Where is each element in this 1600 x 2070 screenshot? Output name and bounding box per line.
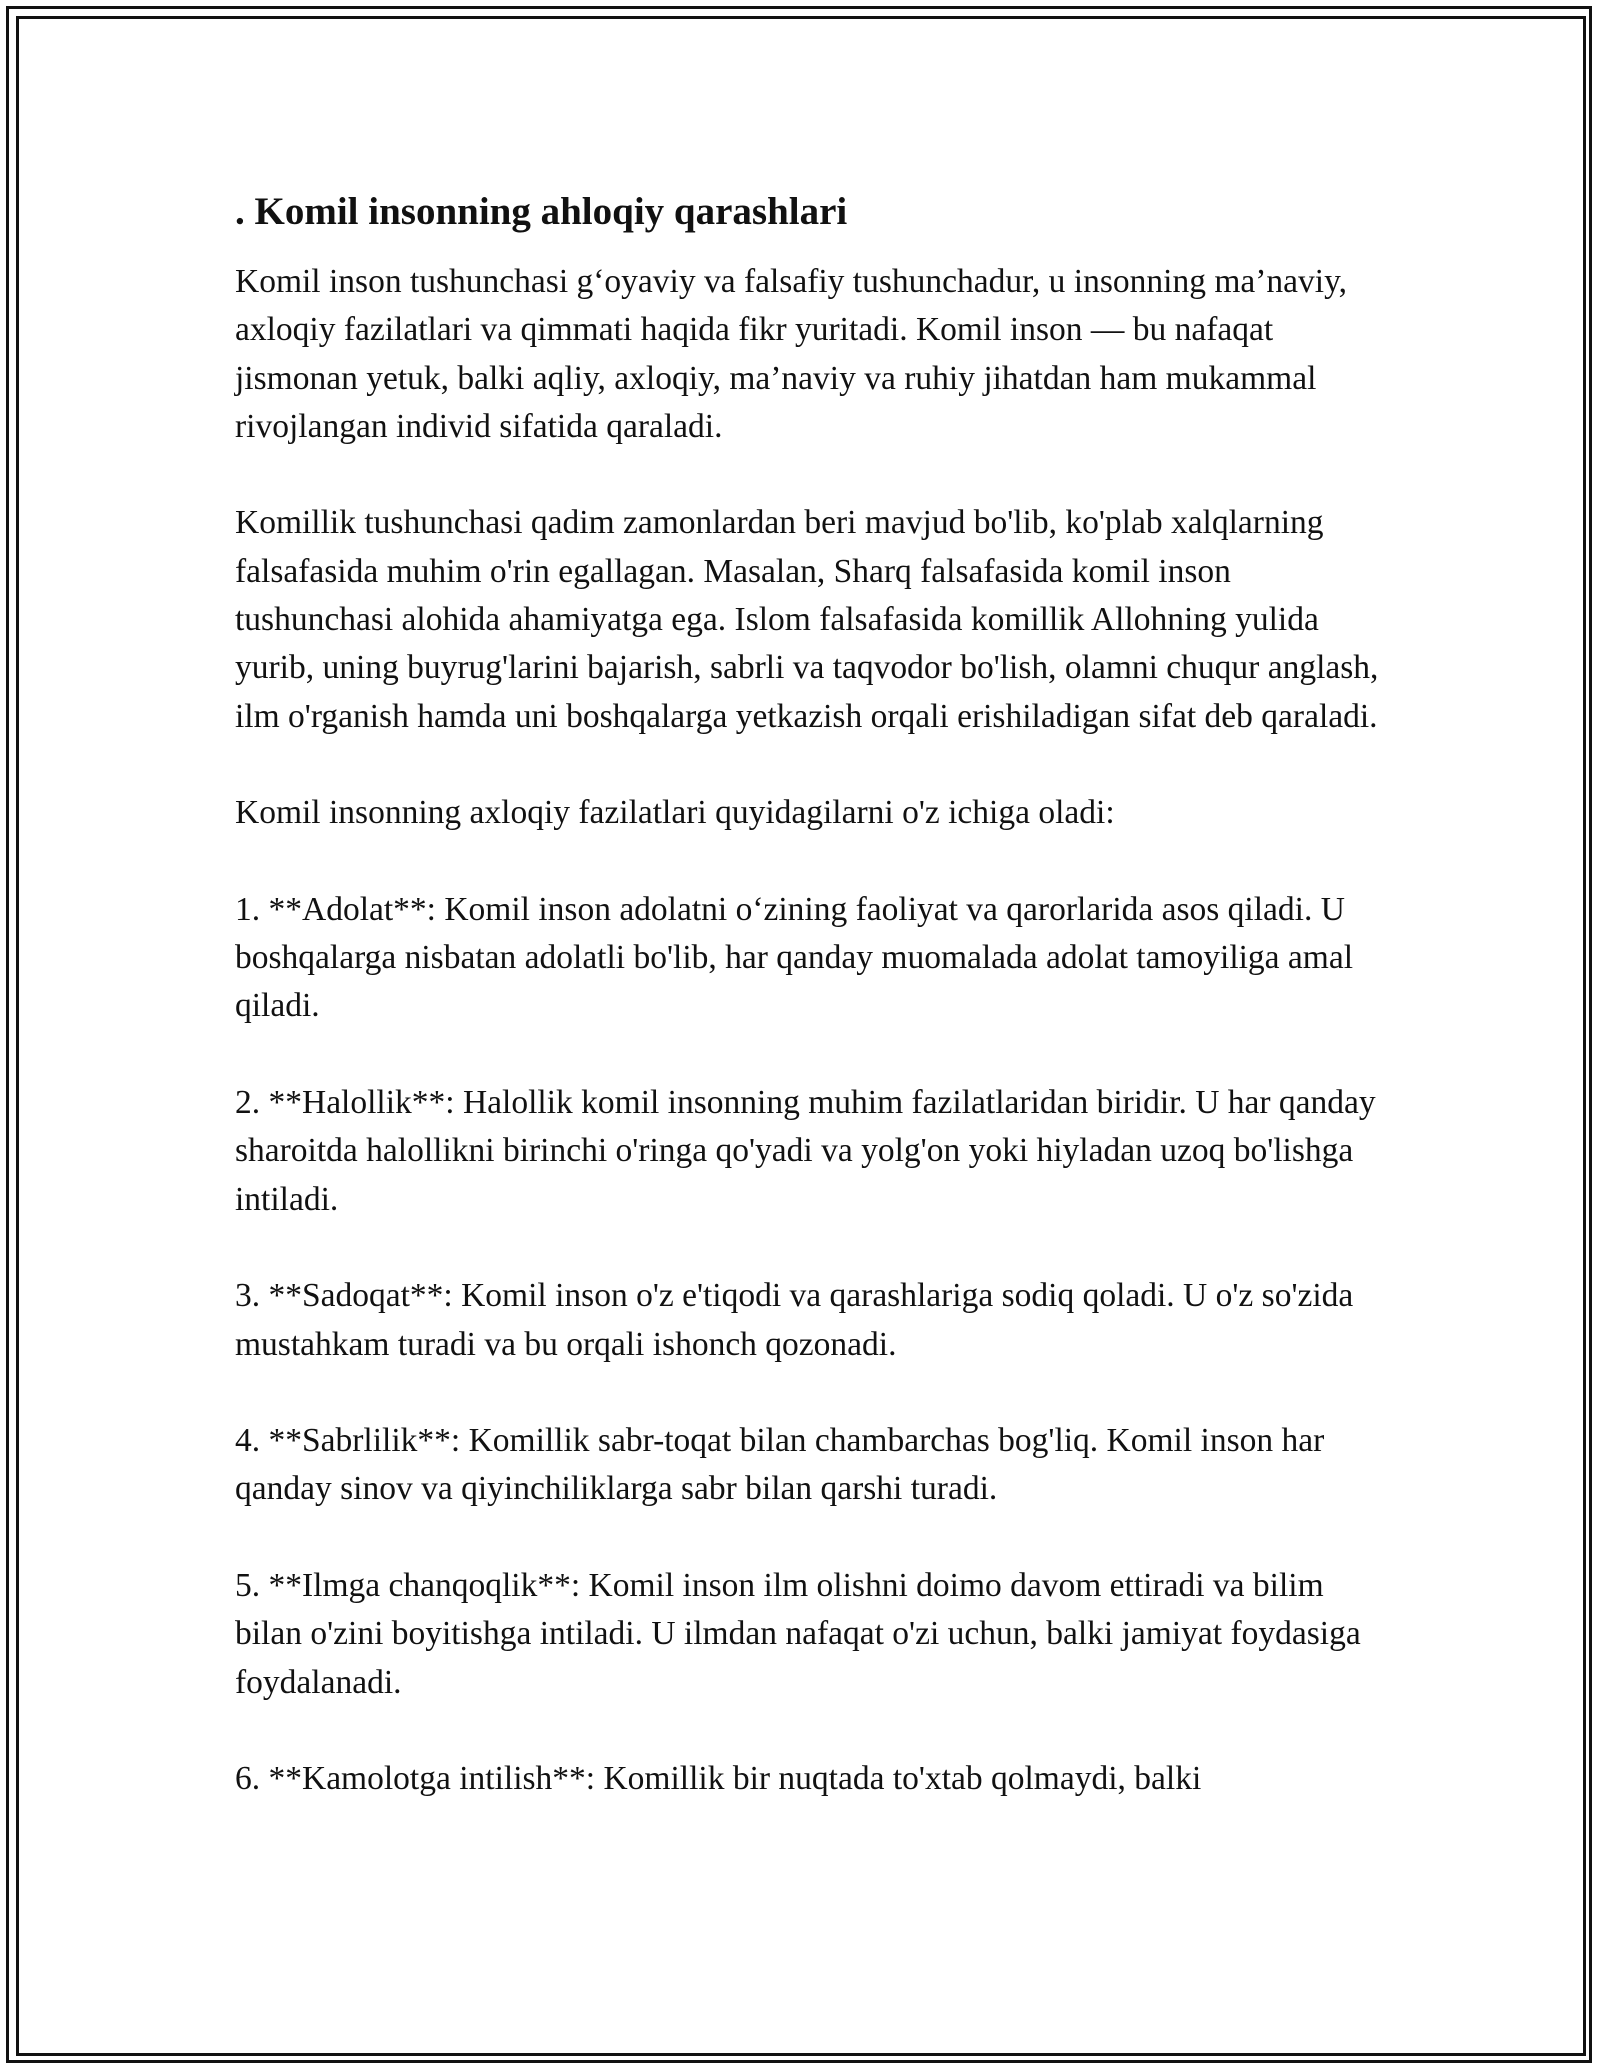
list-item-kamolotga-intilish: 6. **Kamolotga intilish**: Komillik bir nuqtada to'xtab qolmaydi, balki bbox=[235, 1760, 1202, 1798]
intro-paragraph: Komil inson tushunchasi g‘oyaviy va falsafiy tushunchadur, u insonning ma’naviy, axloqiy fazilatlari va qimmati haqida fikr yuritadi. Komil inson — bu nafaqat jismonan yetuk, balki aqliy, axloqiy, ma’naviy va ruhiy jihatdan ham mukammal rivojlangan individ sifatida qaraladi. bbox=[235, 263, 1348, 445]
page-title: . Komil insonning ahloqiy qarashlari bbox=[235, 190, 848, 233]
list-item-ilmga-chanqoqlik: 5. **Ilmga chanqoqlik**: Komil inson ilm olishni doimo davom ettiradi va bilim bilan o'zini boyitishga intiladi. U ilmdan nafaqat o'zi uchun, balki jamiyat foydasiga foydalanadi. bbox=[235, 1567, 1361, 1701]
list-item-adolat: 1. **Adolat**: Komil inson adolatni o‘zining faoliyat va qarorlarida asos qiladi. U boshqalarga nisbatan adolatli bo'lib, har qanday muomalada adolat tamoyiliga amal qiladi. bbox=[235, 890, 1354, 1025]
list-item-sadoqat: 3. **Sadoqat**: Komil inson o'z e'tiqodi va qarashlariga sodiq qoladi. U o'z so'zida mustahkam turadi va bu orqali ishonch qozonadi. bbox=[235, 1277, 1354, 1363]
list-intro-paragraph: Komil insonning axloqiy fazilatlari quyidagilarni o'z ichiga oladi: bbox=[235, 794, 1115, 832]
list-item-sabrlilik: 4. **Sabrlilik**: Komillik sabr-toqat bilan chambarchas bog'liq. Komil inson har qanday sinov va qiyinchiliklarga sabr bilan qarshi turadi. bbox=[235, 1422, 1325, 1508]
list-item-halollik: 2. **Halollik**: Halollik komil insonning muhim fazilatlaridan biridir. U har qanday sharoitda halollikni birinchi o'ringa qo'yadi va yolg'on yoki hiyladan uzoq bo'lishga intiladi. bbox=[235, 1084, 1376, 1218]
history-paragraph: Komillik tushunchasi qadim zamonlardan beri mavjud bo'lib, ko'plab xalqlarning falsafasida muhim o'rin egallagan. Masalan, Sharq falsafasida komil inson tushunchasi alohida ahamiyatga ega. Islom falsafasida komillik Allohning yulida yurib, uning buyrug'larini bajarish, sabrli va taqvodor bo'lish, olamni chuqur anglash, ilm o'rganish hamda uni boshqalarga yetkazish orqali erishiladigan sifat deb qaraladi. bbox=[235, 504, 1379, 735]
document-body bbox=[235, 188, 1385, 1804]
